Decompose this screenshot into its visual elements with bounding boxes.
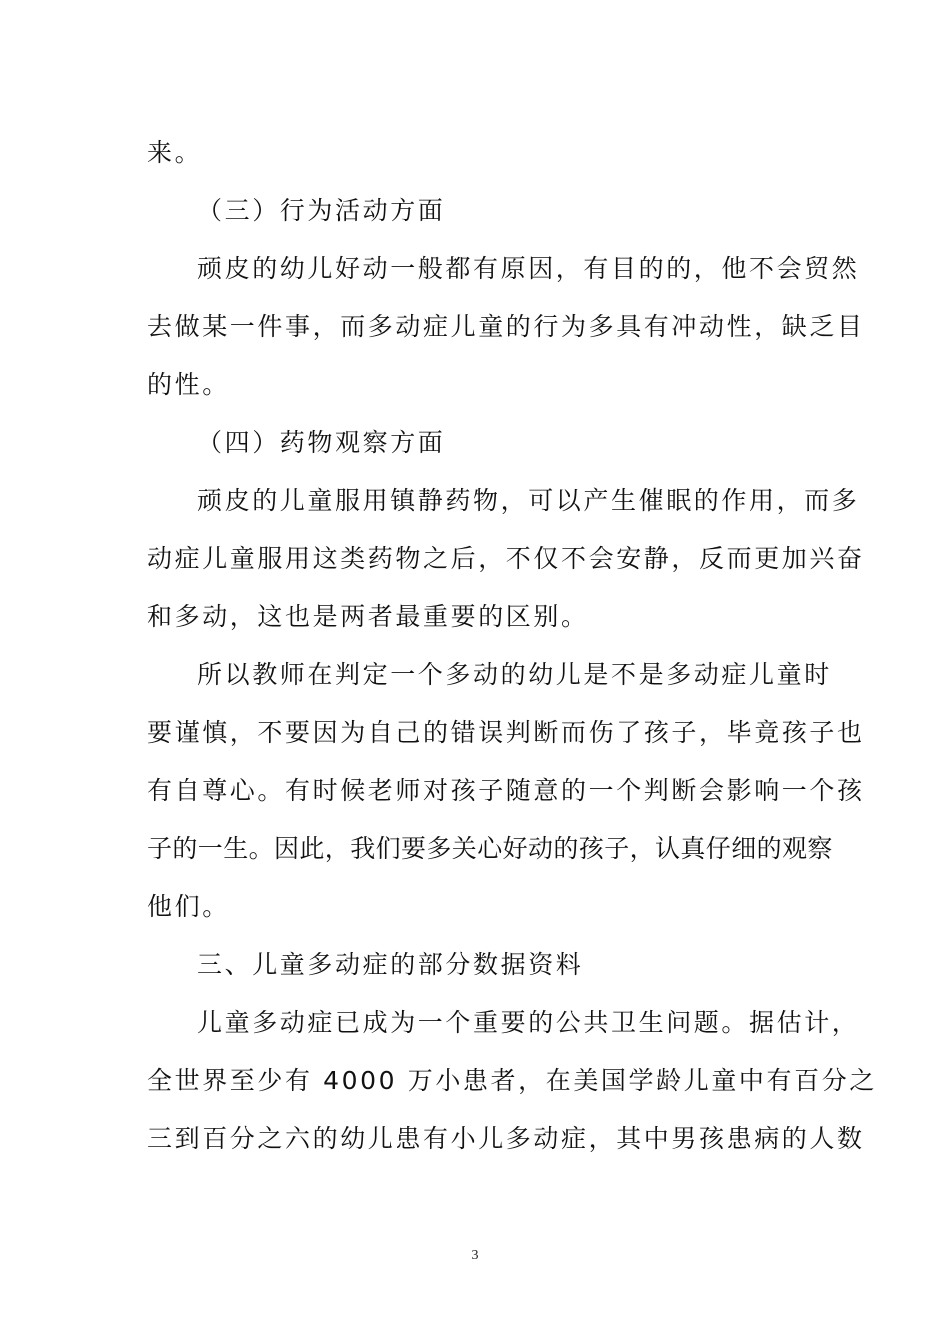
text-line: 来。 (147, 138, 203, 167)
text-line: 儿童多动症已成为一个重要的公共卫生问题。据估计， (197, 1008, 860, 1037)
section-heading: （三）行为活动方面 (197, 196, 446, 225)
text-line: 他们。 (147, 892, 230, 921)
text-line: 的性。 (147, 370, 230, 399)
text-line: 全世界至少有 4000 万小患者，在美国学龄儿童中有百分之 (147, 1066, 877, 1095)
text-line: 顽皮的幼儿好动一般都有原因，有目的的，他不会贸然 (197, 254, 860, 283)
text-line: 动症儿童服用这类药物之后，不仅不会安静，反而更加兴奋 (147, 544, 865, 573)
page-number: 3 (471, 1248, 479, 1263)
section-heading: 三、儿童多动症的部分数据资料 (197, 950, 584, 979)
text-line: 三到百分之六的幼儿患有小儿多动症，其中男孩患病的人数 (147, 1124, 865, 1153)
text-line: 和多动，这也是两者最重要的区别。 (147, 602, 589, 631)
text-line: 要谨慎，不要因为自己的错误判断而伤了孩子，毕竟孩子也 (147, 718, 865, 747)
section-heading: （四）药物观察方面 (197, 428, 446, 457)
text-line: 有自尊心。有时候老师对孩子随意的一个判断会影响一个孩 (147, 776, 865, 805)
text-line: 子的一生。因此，我们要多关心好动的孩子，认真仔细的观察 (147, 834, 833, 863)
text-line: 顽皮的儿童服用镇静药物，可以产生催眠的作用，而多 (197, 486, 860, 515)
text-line: 所以教师在判定一个多动的幼儿是不是多动症儿童时 (197, 660, 832, 689)
text-line: 去做某一件事，而多动症儿童的行为多具有冲动性，缺乏目 (147, 312, 865, 341)
